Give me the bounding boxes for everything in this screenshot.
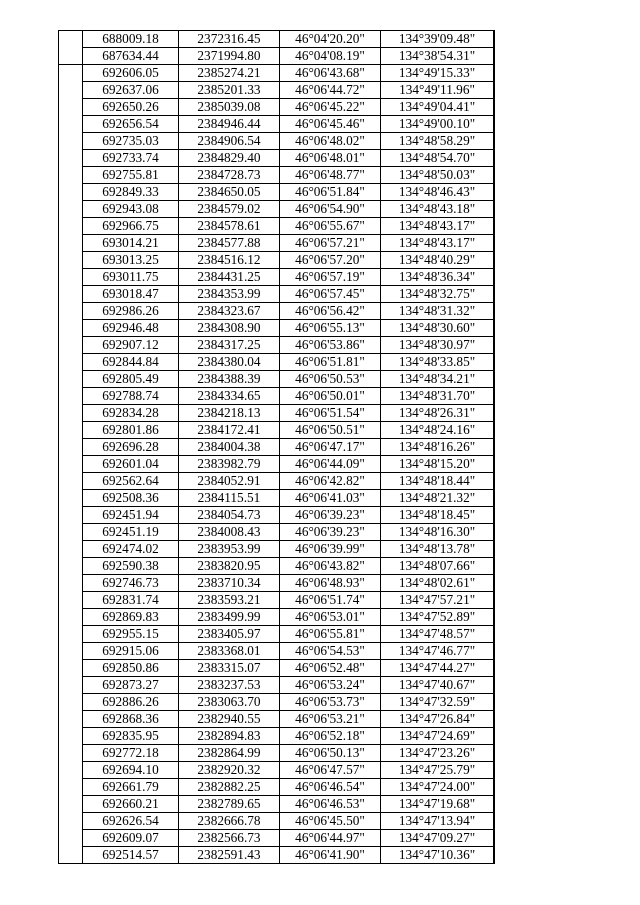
longitude-cell: 134°48'30.60" [381,320,494,337]
latitude-cell: 46°06'52.48" [280,660,381,677]
x-coordinate-cell: 692834.28 [83,405,179,422]
latitude-cell: 46°06'55.81" [280,626,381,643]
y-coordinate-cell: 2383405.97 [179,626,280,643]
latitude-cell: 46°06'47.57" [280,762,381,779]
table-row [59,133,495,150]
table-row [59,388,495,405]
x-coordinate-cell: 693018.47 [83,286,179,303]
x-coordinate-cell: 692835.95 [83,728,179,745]
notes-cell [494,31,495,65]
latitude-cell: 46°06'44.97" [280,830,381,847]
y-coordinate-cell: 2382894.83 [179,728,280,745]
table-row [59,660,495,677]
latitude-cell: 46°06'45.50" [280,813,381,830]
longitude-cell: 134°47'24.69" [381,728,494,745]
y-coordinate-cell: 2385039.08 [179,99,280,116]
table-row [59,745,495,762]
latitude-cell: 46°06'45.46" [280,116,381,133]
x-coordinate-cell: 692609.07 [83,830,179,847]
table-row [59,711,495,728]
y-coordinate-cell: 2384577.88 [179,235,280,252]
y-coordinate-cell: 2385274.21 [179,65,280,82]
y-coordinate-cell: 2383063.70 [179,694,280,711]
x-coordinate-cell: 692772.18 [83,745,179,762]
table-row [59,218,495,235]
x-coordinate-cell: 692946.48 [83,320,179,337]
longitude-cell: 134°47'44.27" [381,660,494,677]
x-coordinate-cell: 692746.73 [83,575,179,592]
x-coordinate-cell: 692915.06 [83,643,179,660]
y-coordinate-cell: 2383315.07 [179,660,280,677]
y-coordinate-cell: 2383593.21 [179,592,280,609]
y-coordinate-cell: 2383710.34 [179,575,280,592]
latitude-cell: 46°06'46.53" [280,796,381,813]
latitude-cell: 46°06'47.17" [280,439,381,456]
y-coordinate-cell: 2384054.73 [179,507,280,524]
y-coordinate-cell: 2382566.73 [179,830,280,847]
latitude-cell: 46°06'55.67" [280,218,381,235]
coordinate-table-sheet [58,30,494,864]
group-cell [59,31,83,65]
table-row [59,252,495,269]
longitude-cell: 134°48'50.03" [381,167,494,184]
table-row [59,201,495,218]
x-coordinate-cell: 692831.74 [83,592,179,609]
y-coordinate-cell: 2383499.99 [179,609,280,626]
longitude-cell: 134°48'36.34" [381,269,494,286]
longitude-cell: 134°48'30.97" [381,337,494,354]
longitude-cell: 134°48'40.29" [381,252,494,269]
x-coordinate-cell: 693013.25 [83,252,179,269]
y-coordinate-cell: 2384431.25 [179,269,280,286]
longitude-cell: 134°38'54.31" [381,48,494,65]
table-row [59,813,495,830]
x-coordinate-cell: 692474.02 [83,541,179,558]
table-row [59,31,495,48]
table-row [59,779,495,796]
y-coordinate-cell: 2383820.95 [179,558,280,575]
longitude-cell: 134°48'46.43" [381,184,494,201]
x-coordinate-cell: 692660.21 [83,796,179,813]
table-row [59,677,495,694]
x-coordinate-cell: 692735.03 [83,133,179,150]
table-row [59,184,495,201]
latitude-cell: 46°06'50.53" [280,371,381,388]
latitude-cell: 46°06'44.09" [280,456,381,473]
table-row [59,320,495,337]
longitude-cell: 134°48'24.16" [381,422,494,439]
latitude-cell: 46°06'52.18" [280,728,381,745]
table-row [59,269,495,286]
latitude-cell: 46°06'39.99" [280,541,381,558]
longitude-cell: 134°47'10.36" [381,847,494,864]
x-coordinate-cell: 692514.57 [83,847,179,864]
table-row [59,116,495,133]
x-coordinate-cell: 692805.49 [83,371,179,388]
y-coordinate-cell: 2383953.99 [179,541,280,558]
x-coordinate-cell: 688009.18 [83,31,179,48]
y-coordinate-cell: 2384829.40 [179,150,280,167]
latitude-cell: 46°06'48.77" [280,167,381,184]
x-coordinate-cell: 692637.06 [83,82,179,99]
group-cell [59,65,83,864]
y-coordinate-cell: 2384115.51 [179,490,280,507]
longitude-cell: 134°47'09.27" [381,830,494,847]
y-coordinate-cell: 2384579.02 [179,201,280,218]
coordinate-table-body [59,31,495,864]
latitude-cell: 46°06'57.21" [280,235,381,252]
latitude-cell: 46°06'53.86" [280,337,381,354]
latitude-cell: 46°06'51.54" [280,405,381,422]
longitude-cell: 134°47'57.21" [381,592,494,609]
longitude-cell: 134°39'09.48" [381,31,494,48]
x-coordinate-cell: 692907.12 [83,337,179,354]
longitude-cell: 134°47'40.67" [381,677,494,694]
y-coordinate-cell: 2382882.25 [179,779,280,796]
table-row [59,643,495,660]
x-coordinate-cell: 692562.64 [83,473,179,490]
y-coordinate-cell: 2384578.61 [179,218,280,235]
y-coordinate-cell: 2383982.79 [179,456,280,473]
table-row [59,371,495,388]
longitude-cell: 134°47'32.59" [381,694,494,711]
latitude-cell: 46°06'51.84" [280,184,381,201]
latitude-cell: 46°06'43.68" [280,65,381,82]
latitude-cell: 46°04'08.19" [280,48,381,65]
x-coordinate-cell: 692451.19 [83,524,179,541]
x-coordinate-cell: 692886.26 [83,694,179,711]
y-coordinate-cell: 2384334.65 [179,388,280,405]
y-coordinate-cell: 2384052.91 [179,473,280,490]
x-coordinate-cell: 692869.83 [83,609,179,626]
latitude-cell: 46°06'50.13" [280,745,381,762]
latitude-cell: 46°06'53.21" [280,711,381,728]
table-row [59,847,495,864]
y-coordinate-cell: 2382789.65 [179,796,280,813]
y-coordinate-cell: 2384172.41 [179,422,280,439]
x-coordinate-cell: 692694.10 [83,762,179,779]
longitude-cell: 134°47'23.26" [381,745,494,762]
table-row [59,337,495,354]
longitude-cell: 134°49'15.33" [381,65,494,82]
y-coordinate-cell: 2384946.44 [179,116,280,133]
longitude-cell: 134°48'07.66" [381,558,494,575]
table-row [59,99,495,116]
table-row [59,558,495,575]
longitude-cell: 134°49'00.10" [381,116,494,133]
table-row [59,405,495,422]
longitude-cell: 134°48'26.31" [381,405,494,422]
longitude-cell: 134°48'16.26" [381,439,494,456]
longitude-cell: 134°48'33.85" [381,354,494,371]
x-coordinate-cell: 692868.36 [83,711,179,728]
x-coordinate-cell: 692696.28 [83,439,179,456]
longitude-cell: 134°47'13.94" [381,813,494,830]
latitude-cell: 46°06'50.51" [280,422,381,439]
longitude-cell: 134°48'31.32" [381,303,494,320]
x-coordinate-cell: 692590.38 [83,558,179,575]
longitude-cell: 134°48'43.17" [381,235,494,252]
x-coordinate-cell: 693011.75 [83,269,179,286]
longitude-cell: 134°47'26.84" [381,711,494,728]
longitude-cell: 134°48'31.70" [381,388,494,405]
latitude-cell: 46°06'51.81" [280,354,381,371]
latitude-cell: 46°06'41.90" [280,847,381,864]
latitude-cell: 46°06'57.45" [280,286,381,303]
latitude-cell: 46°06'54.53" [280,643,381,660]
latitude-cell: 46°06'55.13" [280,320,381,337]
table-row [59,439,495,456]
longitude-cell: 134°48'58.29" [381,133,494,150]
x-coordinate-cell: 692966.75 [83,218,179,235]
latitude-cell: 46°04'20.20" [280,31,381,48]
longitude-cell: 134°49'11.96" [381,82,494,99]
longitude-cell: 134°48'43.17" [381,218,494,235]
x-coordinate-cell: 687634.44 [83,48,179,65]
table-row [59,473,495,490]
y-coordinate-cell: 2372316.45 [179,31,280,48]
x-coordinate-cell: 692943.08 [83,201,179,218]
x-coordinate-cell: 692733.74 [83,150,179,167]
x-coordinate-cell: 692986.26 [83,303,179,320]
longitude-cell: 134°47'46.77" [381,643,494,660]
y-coordinate-cell: 2382920.32 [179,762,280,779]
y-coordinate-cell: 2384008.43 [179,524,280,541]
x-coordinate-cell: 692661.79 [83,779,179,796]
table-row [59,609,495,626]
table-row [59,728,495,745]
y-coordinate-cell: 2384308.90 [179,320,280,337]
table-row [59,592,495,609]
table-row [59,575,495,592]
table-row [59,354,495,371]
latitude-cell: 46°06'48.02" [280,133,381,150]
longitude-cell: 134°48'13.78" [381,541,494,558]
table-row [59,796,495,813]
y-coordinate-cell: 2384317.25 [179,337,280,354]
table-row [59,456,495,473]
longitude-cell: 134°48'21.32" [381,490,494,507]
table-row [59,422,495,439]
table-row [59,82,495,99]
latitude-cell: 46°06'45.22" [280,99,381,116]
notes-cell [494,65,495,864]
table-row [59,48,495,65]
table-row [59,507,495,524]
x-coordinate-cell: 692955.15 [83,626,179,643]
x-coordinate-cell: 693014.21 [83,235,179,252]
table-row [59,167,495,184]
y-coordinate-cell: 2384323.67 [179,303,280,320]
table-row [59,694,495,711]
table-row [59,303,495,320]
longitude-cell: 134°47'48.57" [381,626,494,643]
y-coordinate-cell: 2384353.99 [179,286,280,303]
latitude-cell: 46°06'53.24" [280,677,381,694]
y-coordinate-cell: 2385201.33 [179,82,280,99]
longitude-cell: 134°47'19.68" [381,796,494,813]
longitude-cell: 134°47'25.79" [381,762,494,779]
table-row [59,541,495,558]
latitude-cell: 46°06'42.82" [280,473,381,490]
table-row [59,626,495,643]
table-row [59,286,495,303]
x-coordinate-cell: 692508.36 [83,490,179,507]
y-coordinate-cell: 2384388.39 [179,371,280,388]
y-coordinate-cell: 2383237.53 [179,677,280,694]
latitude-cell: 46°06'44.72" [280,82,381,99]
longitude-cell: 134°49'04.41" [381,99,494,116]
longitude-cell: 134°47'24.00" [381,779,494,796]
latitude-cell: 46°06'39.23" [280,524,381,541]
table-row [59,524,495,541]
x-coordinate-cell: 692601.04 [83,456,179,473]
longitude-cell: 134°48'54.70" [381,150,494,167]
x-coordinate-cell: 692801.86 [83,422,179,439]
latitude-cell: 46°06'48.01" [280,150,381,167]
x-coordinate-cell: 692650.26 [83,99,179,116]
longitude-cell: 134°48'16.30" [381,524,494,541]
latitude-cell: 46°06'48.93" [280,575,381,592]
latitude-cell: 46°06'46.54" [280,779,381,796]
y-coordinate-cell: 2384516.12 [179,252,280,269]
x-coordinate-cell: 692656.54 [83,116,179,133]
latitude-cell: 46°06'57.20" [280,252,381,269]
latitude-cell: 46°06'43.82" [280,558,381,575]
latitude-cell: 46°06'50.01" [280,388,381,405]
coordinate-table [58,30,495,864]
y-coordinate-cell: 2382666.78 [179,813,280,830]
table-row [59,762,495,779]
latitude-cell: 46°06'41.03" [280,490,381,507]
longitude-cell: 134°48'02.61" [381,575,494,592]
longitude-cell: 134°48'43.18" [381,201,494,218]
x-coordinate-cell: 692451.94 [83,507,179,524]
y-coordinate-cell: 2384004.38 [179,439,280,456]
y-coordinate-cell: 2384650.05 [179,184,280,201]
table-row [59,830,495,847]
table-row [59,150,495,167]
longitude-cell: 134°48'18.44" [381,473,494,490]
y-coordinate-cell: 2384906.54 [179,133,280,150]
x-coordinate-cell: 692844.84 [83,354,179,371]
x-coordinate-cell: 692850.86 [83,660,179,677]
longitude-cell: 134°48'32.75" [381,286,494,303]
latitude-cell: 46°06'56.42" [280,303,381,320]
y-coordinate-cell: 2371994.80 [179,48,280,65]
latitude-cell: 46°06'53.01" [280,609,381,626]
y-coordinate-cell: 2382940.55 [179,711,280,728]
table-row [59,65,495,82]
latitude-cell: 46°06'57.19" [280,269,381,286]
x-coordinate-cell: 692755.81 [83,167,179,184]
y-coordinate-cell: 2384728.73 [179,167,280,184]
table-row [59,490,495,507]
y-coordinate-cell: 2383368.01 [179,643,280,660]
longitude-cell: 134°47'52.89" [381,609,494,626]
x-coordinate-cell: 692849.33 [83,184,179,201]
latitude-cell: 46°06'54.90" [280,201,381,218]
latitude-cell: 46°06'51.74" [280,592,381,609]
longitude-cell: 134°48'18.45" [381,507,494,524]
y-coordinate-cell: 2382864.99 [179,745,280,762]
longitude-cell: 134°48'34.21" [381,371,494,388]
x-coordinate-cell: 692626.54 [83,813,179,830]
x-coordinate-cell: 692788.74 [83,388,179,405]
y-coordinate-cell: 2384218.13 [179,405,280,422]
longitude-cell: 134°48'15.20" [381,456,494,473]
x-coordinate-cell: 692873.27 [83,677,179,694]
x-coordinate-cell: 692606.05 [83,65,179,82]
table-row [59,235,495,252]
latitude-cell: 46°06'53.73" [280,694,381,711]
y-coordinate-cell: 2384380.04 [179,354,280,371]
y-coordinate-cell: 2382591.43 [179,847,280,864]
latitude-cell: 46°06'39.23" [280,507,381,524]
